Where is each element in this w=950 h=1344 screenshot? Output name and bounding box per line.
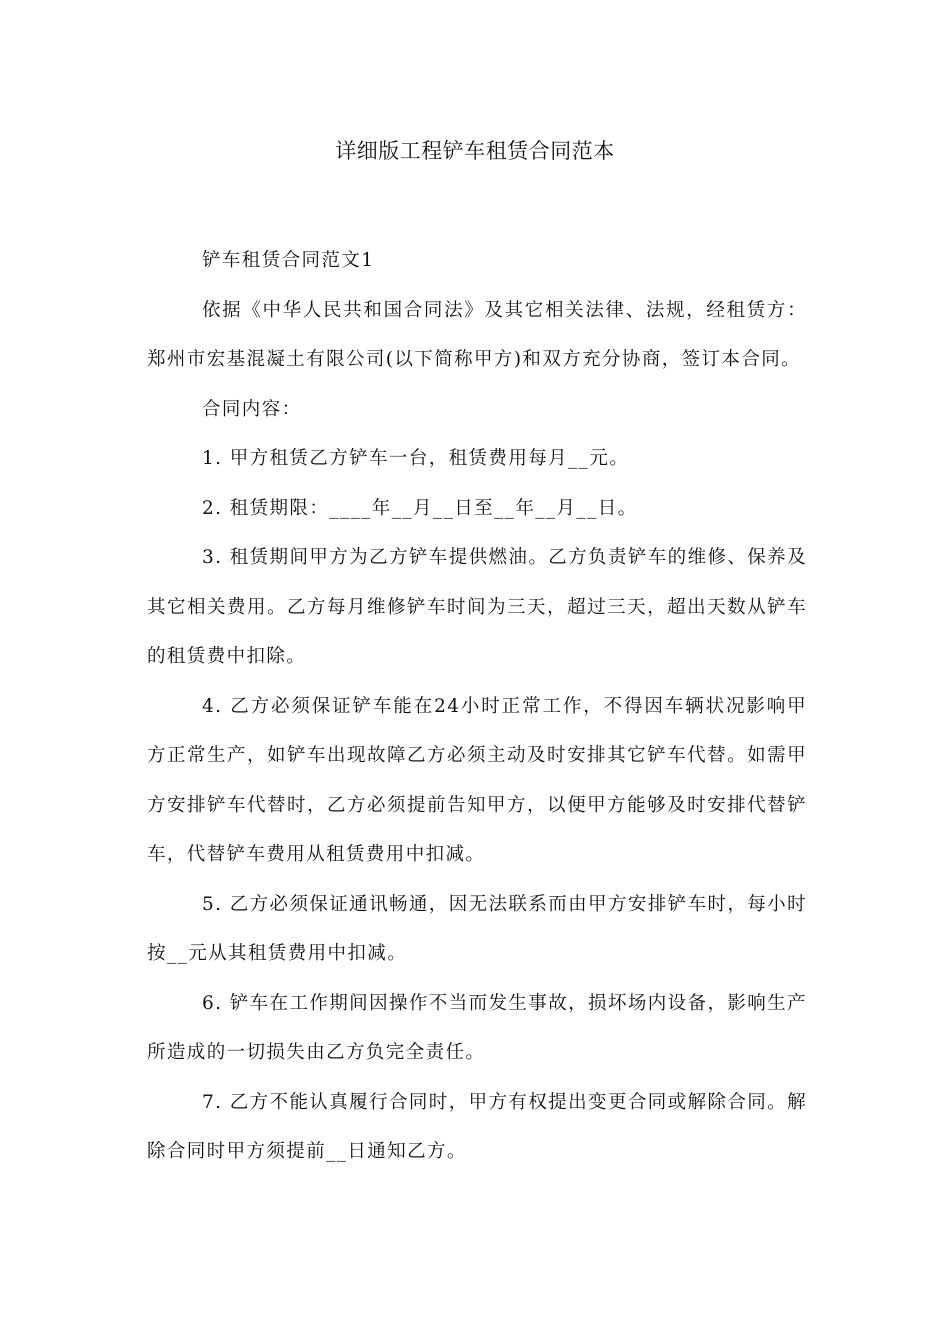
clause-3: 3. 租赁期间甲方为乙方铲车提供燃油。乙方负责铲车的维修、保养及其它相关费用。乙方每月维修铲车时间为三天，超过三天，超出天数从铲车的租赁费中扣除。 (147, 547, 807, 667)
clause-4: 4. 乙方必须保证铲车能在24小时正常工作，不得因车辆状况影响甲方正常生产，如铲车出现故障乙方必须主动及时安排其它铲车代替。如需甲方安排铲车代替时，乙方必须提前告知甲方，以便甲方能够及时安排代替铲车，代替铲车费用从租赁费用中扣减。 (147, 695, 807, 865)
clause-1: 1. 甲方租赁乙方铲车一台，租赁费用每月__元。 (202, 448, 630, 469)
clause-6: 6. 铲车在工作期间因操作不当而发生事故，损坏场内设备，影响生产所造成的一切损失由乙方负完全责任。 (147, 992, 807, 1063)
paragraph-contents-label: 合同内容： (202, 398, 302, 420)
clause-2: 2. 租赁期限：____年__月__日至__年__月__日。 (202, 497, 638, 519)
clause-5: 5. 乙方必须保证通讯畅通，因无法联系而由甲方安排铲车时，每小时按__元从其租赁费用中扣减。 (147, 893, 807, 964)
paragraph-intro: 依据《中华人民共和国合同法》及其它相关法律、法规，经租赁方：郑州市宏基混凝土有限公司(以下简称甲方)和双方充分协商，签订本合同。 (147, 299, 807, 370)
paragraph-heading: 铲车租赁合同范文1 (202, 250, 375, 271)
document-title: 详细版工程铲车租赁合同范本 (335, 139, 615, 163)
clause-7: 7. 乙方不能认真履行合同时，甲方有权提出变更合同或解除合同。解除合同时甲方须提前__日通知乙方。 (147, 1091, 807, 1162)
document-body (147, 236, 807, 1177)
